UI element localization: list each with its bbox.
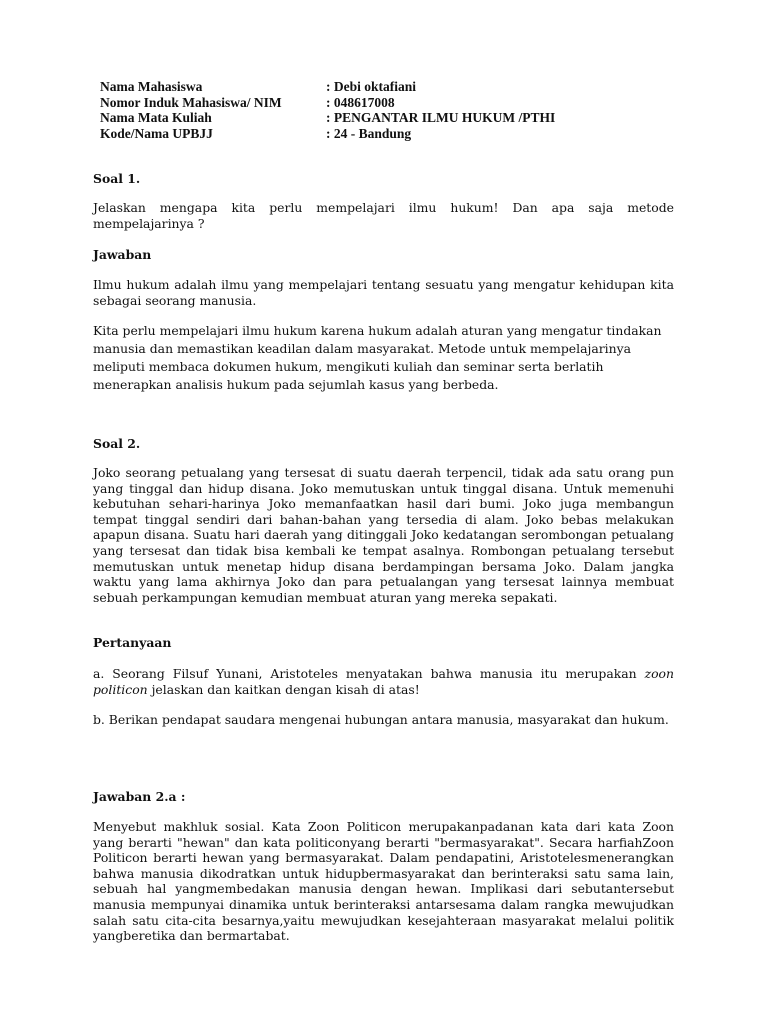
identity-row-name — [100, 79, 555, 95]
identity-label: Kode/Nama UPBJJ — [100, 125, 213, 141]
identity-label: Nama Mata Kuliah — [100, 110, 212, 125]
identity-row-nim — [100, 95, 555, 111]
soal-1-heading: Soal 1. — [93, 171, 141, 186]
soal-1-answer-heading: Jawaban — [93, 247, 152, 262]
soal-2-heading: Soal 2. — [93, 436, 141, 451]
identity-value: : 24 - Bandung — [326, 125, 412, 141]
identity-value: : PENGANTAR ILMU HUKUM /PTHI — [326, 110, 556, 125]
question-a-text-end: jelaskan dan kaitkan dengan kisah di atas! — [147, 681, 420, 697]
soal-2-question-a — [93, 666, 674, 697]
identity-label: Nama Mahasiswa — [100, 79, 203, 94]
identity-value: : 048617008 — [326, 94, 395, 110]
identity-row-upbjj — [100, 126, 555, 142]
soal-2-question-b: b. Berikan pendapat saudara mengenai hubungan antara manusia, masyarakat dan hukum. — [93, 712, 669, 727]
student-identity-table — [100, 79, 555, 141]
identity-value: : Debi oktafiani — [326, 79, 417, 94]
soal-2-answer-a-heading: Jawaban 2.a : — [93, 789, 186, 804]
soal-1-answer-paragraph-1: Ilmu hukum adalah ilmu yang mempelajari tentang sesuatu yang mengatur kehidupan kita sebagai seorang manusia. — [93, 277, 674, 308]
soal-2-questions-heading: Pertanyaan — [93, 635, 172, 650]
soal-2-answer-a: Menyebut makhluk sosial. Kata Zoon Politicon merupakanpadanan kata dari kata Zoon yang berarti "hewan" dan kata politiconyang berarti "bermasyarakat". Secara harfiahZoon Politicon berarti hewan yang bermasyarakat. Dalam pendapatini, Aristotelesmenerangkan bahwa manusia dikodratkan untuk hidupbermasyarakat dan berinteraksi satu sama lain, sebuah hal yangmembedakan manusia dengan hewan. Implikasi dari sebutantersebut manusia mempunyai dinamika untuk berinteraksi antarsesama dalam rangka mewujudkan salah satu cita-cita besarnya,yaitu mewujudkan kesejahteraan masyarakat melalui politik yangberetika dan bermartabat. — [93, 819, 674, 944]
soal-2-story: Joko seorang petualang yang tersesat di suatu daerah terpencil, tidak ada satu orang pun yang tinggal dan hidup disana. Joko memutuskan untuk tinggal disana. Untuk memenuhi kebutuhan sehari-harinya Joko memanfaatkan hasil dari bumi. Joko juga membangun tempat tinggal sendiri dari bahan-bahan yang tersedia di alam. Joko bebas melakukan apapun disana. Suatu hari daerah yang ditinggali Joko kedatangan serombongan petualang yang tersesat dan tidak bisa kembali ke tempat asalnya. Rombongan petualang tersebut memutuskan untuk menetap hidup disana berdampingan bersama Joko. Dalam jangka waktu yang lama akhirnya Joko dan para petualangan yang tersesat lainnya membuat sebuah perkampungan kemudian membuat aturan yang mereka sepakati. — [93, 465, 674, 605]
zoon-politicon-term: zoon politicon — [93, 666, 674, 697]
identity-label: Nomor Induk Mahasiswa/ NIM — [100, 94, 282, 110]
question-a-text: a. Seorang Filsuf Yunani, Aristoteles menyatakan bahwa manusia itu merupakan — [93, 666, 645, 681]
identity-row-course — [100, 110, 555, 126]
soal-1-answer-paragraph-2: Kita perlu mempelajari ilmu hukum karena hukum adalah aturan yang mengatur tindakan manusia dan memastikan keadilan dalam masyarakat. Metode untuk mempelajarinya meliputi membaca dokumen hukum, mengikuti kuliah dan seminar serta berlatih menerapkan analisis hukum pada sejumlah kasus yang berbeda. — [93, 323, 662, 392]
soal-1-question: Jelaskan mengapa kita perlu mempelajari ilmu hukum! Dan apa saja metode mempelajarinya ? — [93, 200, 674, 231]
